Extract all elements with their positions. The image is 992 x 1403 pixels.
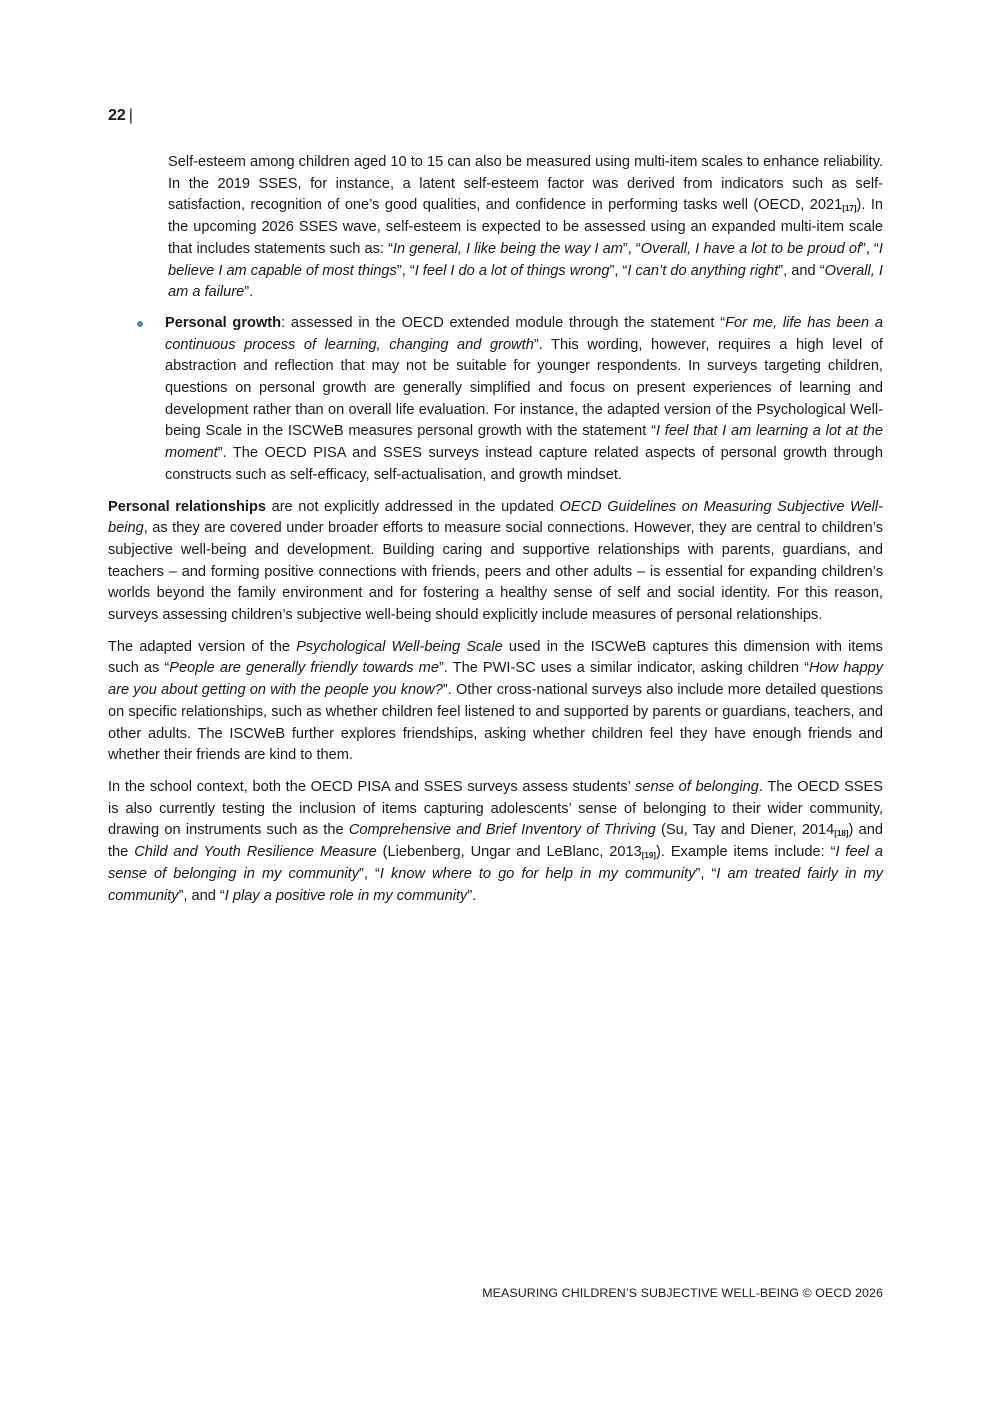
text-run: ”, “ bbox=[861, 240, 879, 257]
quote: I feel I do a lot of things wrong bbox=[414, 262, 610, 279]
text-run: Self-esteem among children aged 10 to 15 can also be measured using multi-item scales to enhance reliability. In the 2019 SSES, for instance, a latent self-esteem factor was derived from indicators such as self-satisfaction, recognition of one’s good qualities, and confidence in performing tasks well (OECD, 2021 bbox=[168, 154, 883, 214]
bullet-item-personal-growth bbox=[165, 313, 883, 487]
text-run: . The OECD SSES is also currently testing the inclusion of items capturing adolescents’ sense of belonging to their wider community, drawing on instruments such as the bbox=[108, 778, 884, 839]
quote: Overall, I have a lot to be proud of bbox=[640, 240, 862, 257]
text-run: ) and the bbox=[108, 822, 883, 861]
main-content bbox=[108, 152, 883, 917]
reference-link[interactable]: [18] bbox=[834, 829, 849, 839]
text-run: In the school context, both the OECD PISA and SSES surveys assess students’ bbox=[108, 778, 636, 795]
quote: I know where to go for help in my community bbox=[379, 865, 696, 882]
quote: I am treated fairly in my community bbox=[108, 865, 883, 904]
text-run: are not explicitly addressed in the updated bbox=[266, 498, 560, 515]
personal-growth-paragraph bbox=[165, 313, 883, 487]
text-run: , as they are covered under broader efforts to measure social connections. However, they are central to children’s subjective well-being and development. Building caring and supportive relationships with parents, guardians, and teachers – and forming positive connections with friends, peers and other adults – is essential for expanding children’s worlds beyond the family environment and for fostering a healthy sense of self and social identity. For this reason, surveys assessing children’s subjective well-being should explicitly include measures of personal relationships. bbox=[108, 520, 883, 624]
bullet-title: Personal growth bbox=[165, 314, 282, 331]
quote: I feel that I am learning a lot at the moment bbox=[165, 423, 883, 462]
text-run: ”. This wording, however, requires a high level of abstraction and reflection that may not be suitable for younger respondents. In surveys targeting children, questions on personal growth are generally simplified and focus on present experiences of learning and development rather than on overall life evaluation. For instance, the adapted version of the Psychological Well-being Scale in the ISCWeB measures personal growth with the statement “ bbox=[165, 336, 883, 440]
page-number: 22 bbox=[108, 107, 126, 124]
text-run: (Liebenberg, Ungar and LeBlanc, 2013 bbox=[376, 844, 642, 861]
term: sense of belonging bbox=[635, 778, 759, 795]
quote: For me, life has been a continuous process of learning, changing and growth bbox=[165, 314, 883, 353]
page-footer: MEASURING CHILDREN’S SUBJECTIVE WELL-BEING © OECD 2026 bbox=[482, 1286, 883, 1300]
quote: I feel a sense of belonging in my community bbox=[108, 844, 884, 882]
text-run: ”, and “ bbox=[178, 887, 225, 904]
text-run: The adapted version of the bbox=[108, 638, 297, 655]
quote: Overall, I am a failure bbox=[168, 262, 883, 301]
text-run: ”. The PWI-SC uses a similar indicator, asking children “ bbox=[438, 660, 809, 677]
reference-link[interactable]: [17] bbox=[842, 204, 857, 214]
text-run: ”, “ bbox=[359, 865, 380, 882]
page-header bbox=[108, 106, 133, 126]
quote: I can’t do anything right bbox=[627, 262, 779, 279]
text-run: ). In the upcoming 2026 SSES wave, self-esteem is expected to be assessed using an expanded multi-item scale that includes statements such as: “ bbox=[168, 197, 883, 257]
text-run: ”. bbox=[467, 887, 477, 904]
quote: How happy are you about getting on with the people you know? bbox=[108, 660, 883, 699]
quote: In general, I like being the way I am bbox=[392, 240, 623, 257]
personal-relationships-paragraph bbox=[108, 497, 883, 627]
text-run: ”, and “ bbox=[778, 262, 825, 279]
publication-title: OECD Guidelines on Measuring Subjective Well-being bbox=[108, 498, 884, 537]
text-run: ”, “ bbox=[695, 865, 717, 882]
text-run: : assessed in the OECD extended module through the statement “ bbox=[281, 314, 726, 331]
term-heading: Personal relationships bbox=[108, 498, 267, 515]
bullet-icon bbox=[137, 321, 143, 327]
text-run: used in the ISCWeB captures this dimension with items such as “ bbox=[108, 638, 883, 677]
header-separator: | bbox=[128, 107, 133, 124]
text-run: ”. bbox=[244, 284, 254, 301]
self-esteem-paragraph bbox=[168, 152, 883, 304]
adapted-version-paragraph bbox=[108, 637, 883, 767]
school-context-paragraph bbox=[108, 777, 883, 907]
text-run: (Su, Tay and Diener, 2014 bbox=[655, 822, 835, 839]
reference-link[interactable]: [19] bbox=[641, 851, 656, 861]
quote: I play a positive role in my community bbox=[224, 887, 468, 904]
instrument-name: Child and Youth Resilience Measure bbox=[134, 844, 377, 861]
text-run: ”, “ bbox=[396, 262, 415, 279]
quote: People are generally friendly towards me bbox=[169, 660, 439, 677]
scale-name: Psychological Well-being Scale bbox=[296, 638, 503, 655]
text-run: ”, “ bbox=[622, 240, 641, 257]
instrument-name: Comprehensive and Brief Inventory of Thriving bbox=[348, 822, 656, 839]
text-run: ). Example items include: “ bbox=[655, 844, 836, 861]
text-run: ”, “ bbox=[609, 262, 628, 279]
text-run: ”. The OECD PISA and SSES surveys instead capture related aspects of personal growth through constructs such as self-efficacy, self-actualisation, and growth mindset. bbox=[165, 445, 883, 483]
text-run: ”. Other cross-national surveys also include more detailed questions on specific relationships, such as whether children feel listened to and supported by parents or guardians, teachers, and other adults. The ISCWeB further explores friendships, asking whether children feel they have enough friends and whether their friends are kind to them. bbox=[108, 682, 883, 764]
quote: I believe I am capable of most things bbox=[168, 240, 883, 279]
